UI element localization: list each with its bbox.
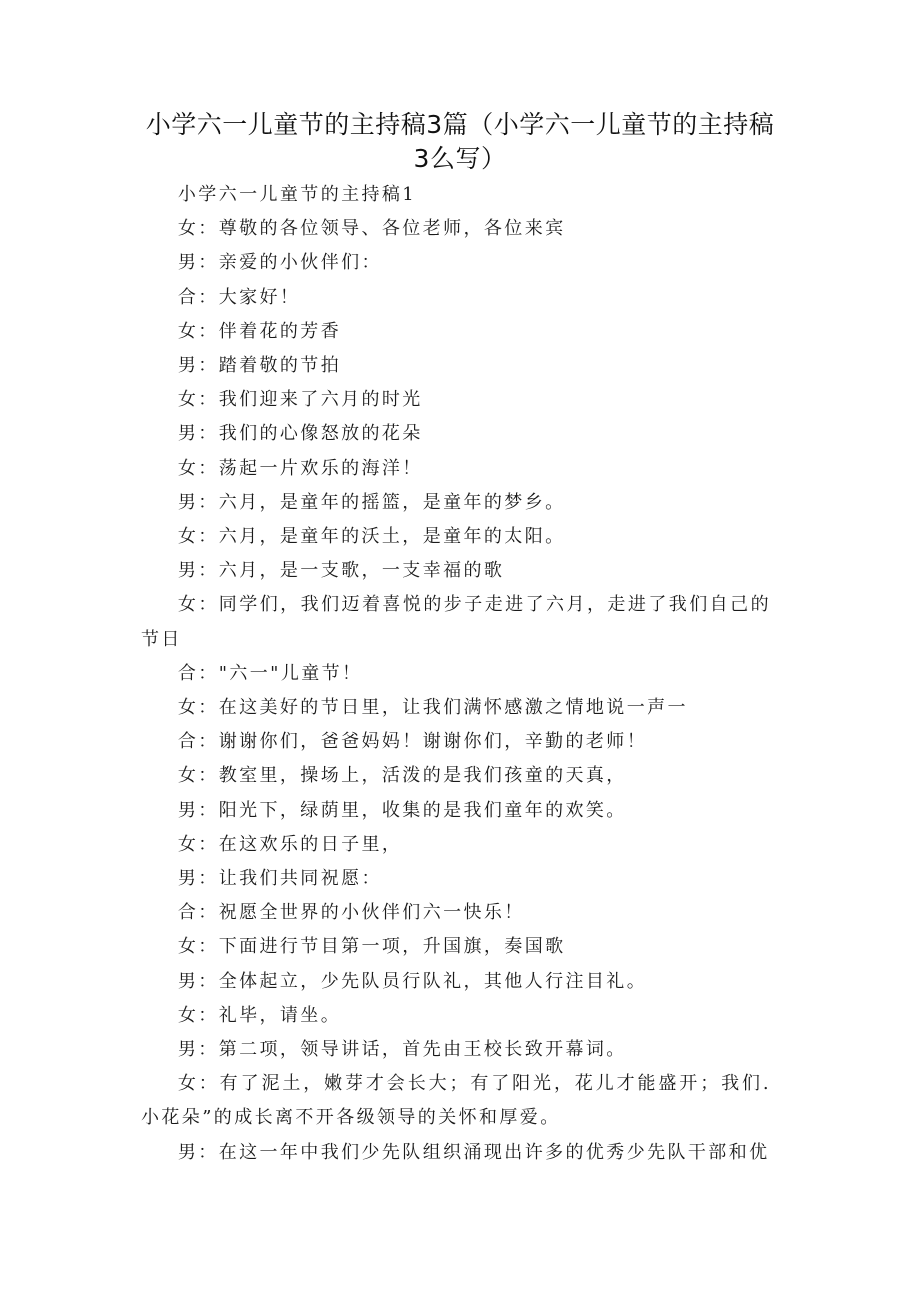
script-line: 男：六月，是童年的摇篮，是童年的梦乡。 bbox=[177, 491, 566, 513]
script-line: 女：六月，是童年的沃土，是童年的太阳。 bbox=[177, 526, 566, 548]
document-title: 小学六一儿童节的主持稿3篇（小学六一儿童节的主持稿3么写） bbox=[145, 110, 775, 173]
script-line: 女：在这美好的节日里，让我们满怀感激之情地说一声一 bbox=[177, 697, 688, 719]
script-line: 男：第二项，领导讲话，首先由王校长致开幕词。 bbox=[177, 1039, 627, 1061]
script-line: 男：全体起立，少先队员行队礼，其他人行注目礼。 bbox=[177, 970, 648, 992]
document-body bbox=[141, 178, 771, 1170]
script-line: 男：踏着敬的节拍 bbox=[177, 355, 342, 377]
script-line: 女：教室里，操场上，活泼的是我们孩童的天真， bbox=[177, 765, 627, 787]
script-line: 男：六月，是一支歌，一支幸福的歌 bbox=[177, 560, 505, 582]
script-line: 合："六一"儿童节！ bbox=[177, 662, 363, 684]
script-line: 小学六一儿童节的主持稿1 bbox=[177, 184, 417, 205]
script-line: 男：在这一年中我们少先队组织涌现出许多的优秀少先队干部和优 bbox=[177, 1141, 770, 1163]
script-line: 合：祝愿全世界的小伙伴们六一快乐！ bbox=[177, 902, 525, 924]
script-line: 女：伴着花的芳香 bbox=[177, 320, 342, 342]
script-line: 女：下面进行节目第一项，升国旗，奏国歌 bbox=[177, 936, 566, 958]
script-line: 女：我们迎来了六月的时光 bbox=[177, 389, 423, 411]
script-line: 合：谢谢你们，爸爸妈妈！谢谢你们，辛勤的老师！ bbox=[177, 731, 648, 753]
script-line: 男：我们的心像怒放的花朵 bbox=[177, 423, 423, 445]
script-line: 女：在这欢乐的日子里， bbox=[177, 833, 403, 855]
script-line: 男：亲爱的小伙伴们： bbox=[177, 252, 382, 274]
script-line: 男：让我们共同祝愿： bbox=[177, 868, 382, 890]
script-line: 女：有了泥土，嫩芽才会长大；有了阳光，花儿才能盛开；我们.小花朵”的成长离不开各级领导的关怀和厚爱。 bbox=[141, 1073, 771, 1129]
script-line: 男：阳光下，绿荫里，收集的是我们童年的欢笑。 bbox=[177, 799, 627, 821]
script-line: 女：同学们，我们迈着喜悦的步子走进了六月，走进了我们自己的节日 bbox=[141, 594, 771, 650]
script-line: 合：大家好！ bbox=[177, 286, 301, 308]
script-line: 女：荡起一片欢乐的海洋！ bbox=[177, 457, 423, 479]
script-line: 女：礼毕，请坐。 bbox=[177, 1004, 342, 1026]
script-line: 女：尊敬的各位领导、各位老师，各位来宾 bbox=[177, 218, 566, 240]
